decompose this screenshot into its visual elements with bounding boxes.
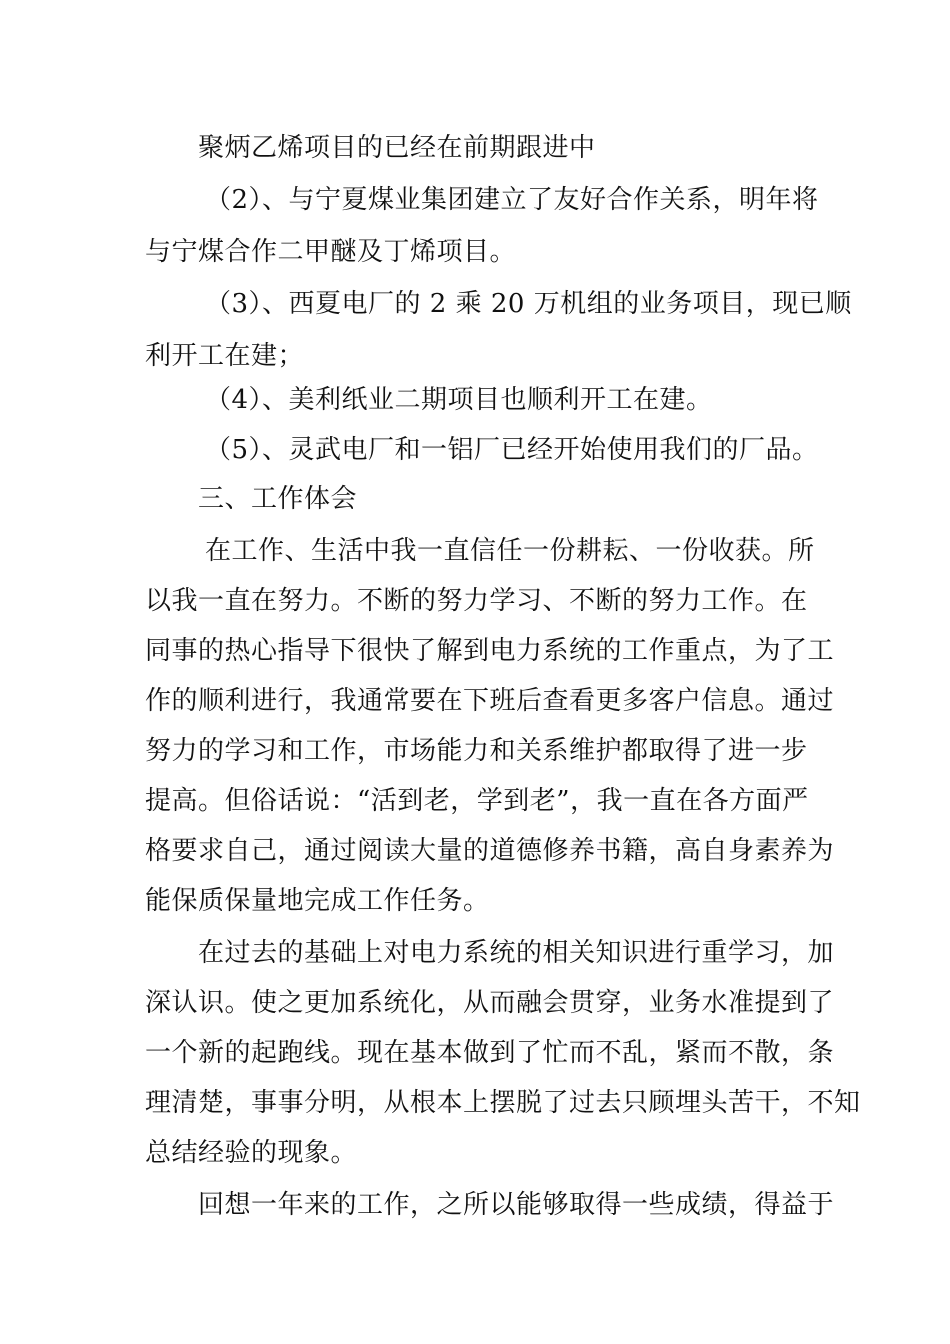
text-line: 利开工在建； [145,341,305,371]
text-line: 在工作、生活中我一直信任一份耕耘、一份收获。所 [205,536,815,566]
text-line: 深认识。使之更加系统化，从而融会贯穿，业务水准提到了 [145,988,835,1018]
text-line: 同事的热心指导下很快了解到电力系统的工作重点，为了工 [145,636,835,666]
text-line: 聚炳乙烯项目的已经在前期跟进中 [198,133,596,163]
text-line: （4）、美利纸业二期项目也顺利开工在建。 [205,385,713,415]
text-line: 理清楚，事事分明，从根本上摆脱了过去只顾埋头苦干，不知 [145,1088,861,1118]
text-line: 努力的学习和工作，市场能力和关系维护都取得了进一步 [145,736,808,766]
text-line: 一个新的起跑线。现在基本做到了忙而不乱，紧而不散，条 [145,1038,835,1068]
text-line: 格要求自己，通过阅读大量的道德修养书籍，高自身素养为 [145,836,835,866]
text-line: （3）、西夏电厂的 2 乘 20 万机组的业务项目，现已顺 [205,289,852,319]
text-line: 以我一直在努力。不断的努力学习、不断的努力工作。在 [145,586,808,616]
text-line: 回想一年来的工作，之所以能够取得一些成绩，得益于 [198,1190,835,1220]
text-line: 能保质保量地完成工作任务。 [145,886,490,916]
text-line: 作的顺利进行，我通常要在下班后查看更多客户信息。通过 [145,686,835,716]
text-line: 与宁煤合作二甲醚及丁烯项目。 [145,237,517,267]
text-line: 在过去的基础上对电力系统的相关知识进行重学习，加 [198,938,835,968]
text-line: （2）、与宁夏煤业集团建立了友好合作关系，明年将 [205,185,819,215]
section-heading: 三、工作体会 [198,484,358,514]
text-line: 提高。但俗话说：“活到老，学到老”，我一直在各方面严 [145,786,809,816]
text-line: （5）、灵武电厂和一铝厂已经开始使用我们的厂品。 [205,435,819,465]
text-line: 总结经验的现象。 [145,1138,358,1168]
